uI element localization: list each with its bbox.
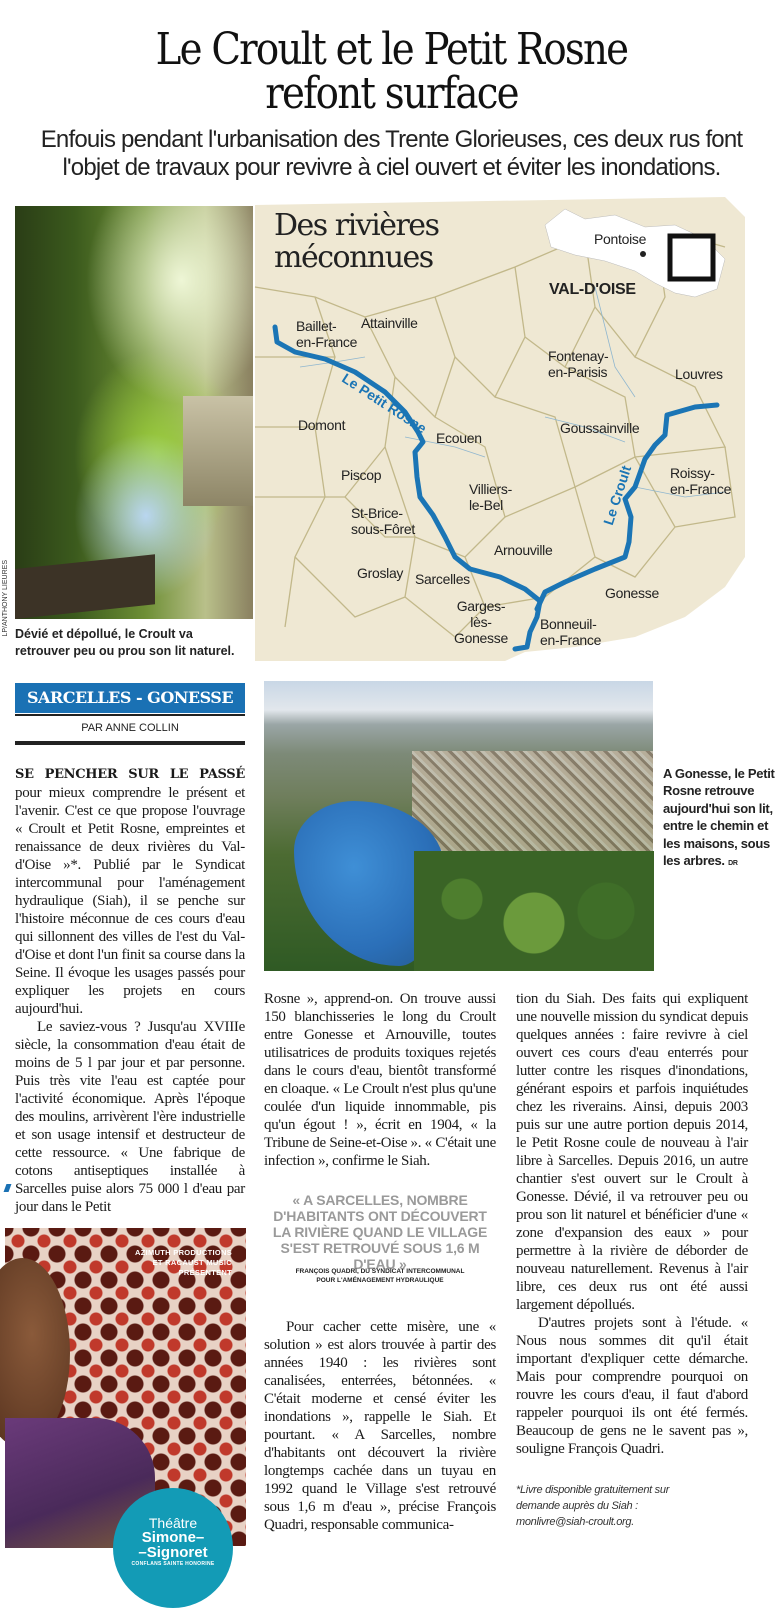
deck-line-1: Enfouis pendant l'urbanisation des Trente Glorieuses, ces deux rus font	[40, 126, 743, 153]
map-town-groslay: Groslay	[357, 565, 404, 581]
column-marker	[4, 1184, 12, 1192]
map-title	[274, 210, 438, 274]
map-region-label: VAL-D'OISE	[549, 281, 636, 298]
aerial-photo-credit: DR	[728, 860, 738, 868]
map-title-line-1: Des rivières	[274, 208, 439, 243]
photo-trees	[414, 851, 654, 971]
map-town-louvres: Louvres	[675, 366, 723, 382]
body-column-3	[516, 990, 748, 1458]
pontoise-dot	[640, 251, 646, 257]
map-inset-city: Pontoise	[594, 231, 647, 247]
map-town-villiers-le-bel: Villiers- le-Bel	[469, 481, 512, 513]
body-column-1	[15, 765, 245, 1216]
map-title-line-2: méconnues	[274, 240, 433, 275]
map-town-baillet: Baillet- en-France	[296, 318, 358, 350]
aerial-photo	[264, 681, 653, 971]
photo-wall	[183, 396, 253, 506]
body-column-2	[264, 990, 496, 1170]
map-town-garges: Garges- lès- Gonesse	[454, 598, 508, 646]
ad-logo: Théâtre Simone– –Signoret CONFLANS SAINTE HONORINE	[131, 1515, 215, 1567]
rubric-divider	[15, 714, 245, 716]
map-town-arnouville: Arnouville	[494, 542, 553, 558]
map-town-piscop: Piscop	[341, 467, 382, 483]
map-town-roissy: Roissy- en-France	[670, 465, 732, 497]
photo-ground	[15, 554, 155, 619]
map-town-attainville: Attainville	[361, 315, 418, 331]
inset-locator-box	[670, 236, 713, 279]
deck	[0, 126, 783, 182]
map-town-bonneuil: Bonneuil- en-France	[540, 616, 602, 648]
byline-divider	[15, 741, 245, 745]
aerial-photo-caption: A Gonesse, le Petit Rosne retrouve aujourd'hui son lit, entre le chemin et les maisons, sous les arbres. DR	[663, 766, 775, 869]
ad-presenter: AZIMUTH PRODUCTIONS ET RACAUST MUSIC PRÉSENTENT	[135, 1248, 232, 1277]
map-town-st-brice: St-Brice- sous-Fôret	[351, 505, 415, 537]
map-town-domont: Domont	[298, 417, 346, 433]
footnote-email[interactable]: monlivre@siah-croult.org.	[516, 1516, 634, 1528]
map-town-sarcelles: Sarcelles	[415, 571, 470, 587]
body-paragraph-5: tion du Siah. Des faits qui expliquent une nouvelle mission du syndicat depuis quelques années : faire revivre à ciel ouvert ces cours d'eau enterrés pour lutter contre les risques d'inondations, générant espoirs et parfois inquiétudes chez les riverains. Ainsi, depuis 2003 puis sur une autre portion depuis 2014, le Petit Rosne coule de nouveau à l'air libre à Sarcelles. Depuis 2016, un autre chantier s'est ouvert sur le Croult à Gonesse. Dévié, il va retrouver peu ou prou son lit naturel et bénéficier d'une « zone d'expansion des eaux » pour permettre à la rivière de déborder de nouveau naturellement. Revenus à l'air libre, ces deux rus ont été aussi largement dépollués.	[516, 991, 748, 1313]
byline: PAR ANNE COLLIN	[81, 722, 179, 734]
deck-line-2: l'objet de travaux pour revivre à ciel ouvert et éviter les inondations.	[62, 154, 721, 181]
lead-in: SE PENCHER SUR LE PASSÉ	[15, 767, 245, 782]
pull-quote-attribution: FRANÇOIS QUADRI, DU SYNDICAT INTERCOMMUNAL POUR L'AMÉNAGEMENT HYDRAULIQUE	[295, 1268, 465, 1284]
river-label-croult: Le Croult	[600, 463, 635, 527]
theatre-advertisement[interactable]	[5, 1228, 246, 1567]
map-town-goussainville: Goussainville	[560, 420, 640, 436]
body-paragraph-3: Rosne », apprend-on. On trouve aussi 150 blanchisseries le long du Croult entre Gonesse et Arnouville, toutes utilisatrices de produits toxiques rejetés dans le cours d'eau, bientôt transformé en cloaque. « Le Croult n'est plus qu'une coulée d'un liquide innommable, pis qu'un égout ! », écrit en 1904, « la Tribune de Seine-et-Oise ». « C'était une infection », confirme le Siah.	[264, 991, 496, 1169]
river-photo	[15, 206, 253, 619]
body-column-2-continued	[264, 1318, 496, 1534]
body-paragraph-1: SE PENCHER SUR LE PASSÉ pour mieux comprendre le présent et l'avenir. C'est ce que propose l'ouvrage « Croult et Petit Rosne, empreintes et renaissance de deux rivières du Val-d'Oise »*. Publié par le Syndicat intercommunal pour l'aménagement hydraulique (Siah), il se penche sur l'histoire méconnue de ces cours d'eau qui sillonnent des villes de l'est du Val-d'Oise et dont l'un finit sa course dans la Seine. Il évoque les usages passés pour expliquer les projets en cours aujourd'hui.	[15, 767, 245, 1017]
photo-caption-line-1: Dévié et dépollué, le Croult va	[15, 627, 193, 641]
photo-caption-line-2: retrouver peu ou prou son lit naturel.	[15, 644, 235, 658]
footnote: *Livre disponible gratuitement sur demande auprès du Siah : monlivre@siah-croult.org.	[516, 1482, 748, 1530]
headline	[47, 24, 736, 119]
map-town-fontenay: Fontenay- en-Parisis	[548, 348, 609, 380]
map-town-ecouen: Ecouen	[436, 430, 482, 446]
body-paragraph-6: D'autres projets sont à l'étude. « Nous nous sommes dit qu'il était important d'expliquer cette démarche. Mais pour comprendre pourquoi on rouvre les cours d'eau, il faut d'abord rappeler pourquoi ils ont été fermés. Beaucoup de gens ne le savent pas », souligne François Quadri.	[516, 1315, 748, 1457]
headline-line-1: Le Croult et le Petit Rosne	[155, 24, 628, 75]
photo-caption	[15, 626, 260, 660]
body-paragraph-2: Le saviez-vous ? Jusqu'au XVIIIe siècle, la consommation d'eau était de moins de 5 l par jour et par personne. Puis très vite l'eau est captée pour l'activité économique. Après l'époque des moulins, arrivèrent l'ère industrielle et son usage intensif et destructeur de cette ressource. « Une fabrique de cotons antiseptiques installée à Sarcelles puise alors 75 000 l d'eau par jour dans le Petit	[15, 1019, 245, 1215]
body-paragraph-4: Pour cacher cette misère, une « solution » est alors trouvée à partir des années 1940 : les rivières sont canalisées, enterrées, bétonnées. « C'était moderne et censé éviter les inondations », rappelle le Siah. Et pourtant. « A Sarcelles, nombre d'habitants ont découvert la rivière longtemps cachée dans un tuyau en 1992 quand le Village s'est retrouvé sous 1,6 m d'eau », précise François Quadri, responsable communica-	[264, 1319, 496, 1533]
map-town-gonesse: Gonesse	[605, 585, 659, 601]
pull-quote: « A SARCELLES, NOMBRE D'HABITANTS ONT DÉCOUVERT LA RIVIÈRE QUAND LE VILLAGE S'EST RETROUVÉ SOUS 1,6 M D'EAU »	[272, 1192, 488, 1272]
photo-credit: LP/ANTHONY LIEURES	[2, 560, 9, 637]
section-rubric: SARCELLES - GONESSE	[15, 683, 245, 713]
headline-line-2: refont surface	[265, 68, 518, 119]
river-label-petit-rosne: Le Petit Rosne	[339, 370, 430, 437]
